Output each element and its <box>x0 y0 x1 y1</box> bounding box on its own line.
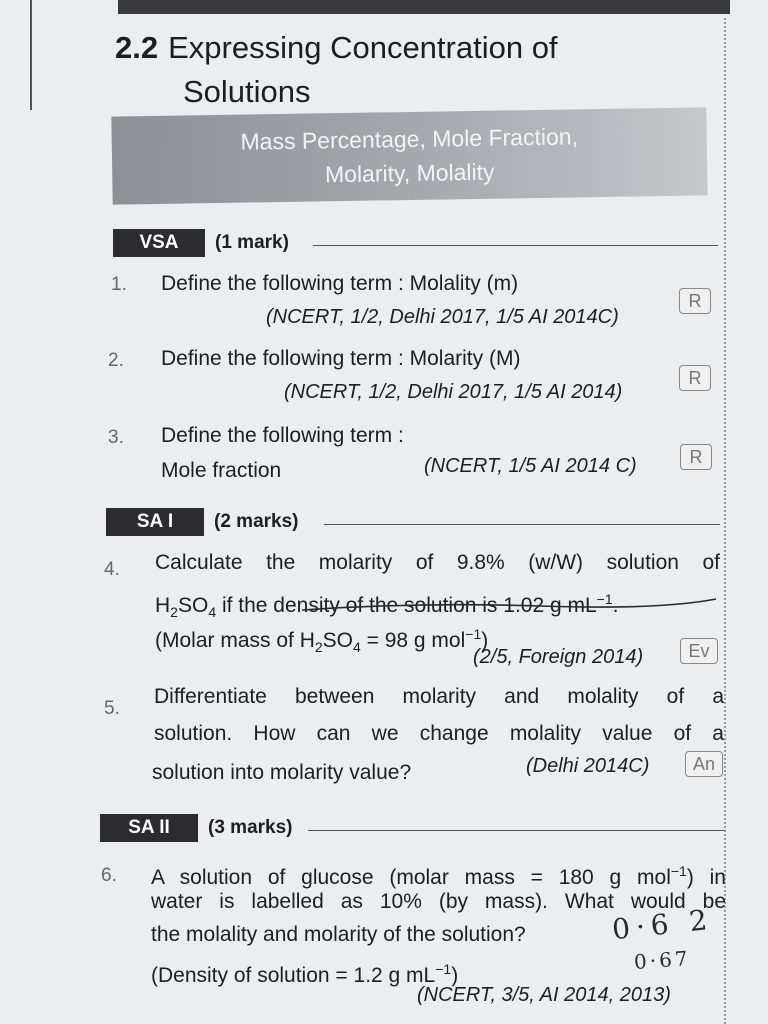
banner-line1: Mass Percentage, Mole Fraction, <box>240 123 579 155</box>
q5-line2: solution. How can we change molality value of a <box>154 722 724 745</box>
sa1-header <box>106 508 720 536</box>
q4-line1: Calculate the molarity of 9.8% (w/W) solution of <box>155 551 720 574</box>
q3-line1: Define the following term : <box>161 424 404 447</box>
page-edge-rule <box>30 0 32 110</box>
section-title-line1: Expressing Concentration of <box>168 30 558 65</box>
q6-line4: (Density of solution = 1.2 g $mL^{-1}$) <box>151 961 459 987</box>
q3-badge: R <box>680 444 712 470</box>
q5-line1: Differentiate between molarity and molality of a <box>154 685 724 708</box>
sa2-marks: (3 marks) <box>208 817 293 838</box>
vsa-rule <box>313 245 718 246</box>
q5-source: (Delhi 2014C) <box>526 755 650 777</box>
q1-badge: R <box>679 288 711 314</box>
handwritten-note-2: 0·67 <box>633 946 692 974</box>
banner-line2: Molarity, Molality <box>324 158 495 188</box>
q3-source: (NCERT, 1/5 AI 2014 C) <box>424 455 637 477</box>
sa2-header <box>100 814 725 842</box>
sa1-tag: SA I <box>106 508 204 536</box>
q5-line3: solution into molarity value? <box>152 761 412 784</box>
q4-line3: (Molar mass of $H_2SO_4 = 98$ g mol$^{-1}$) <box>155 626 489 656</box>
q3-number: 3. <box>108 427 124 448</box>
q2-number: 2. <box>108 350 124 371</box>
section-title-line2: Solutions <box>183 74 311 109</box>
section-heading <box>115 26 715 114</box>
q2-text: Define the following term : Molarity (M) <box>161 347 521 370</box>
q6-line3: the molality and molarity of the solution? <box>151 923 526 946</box>
q1-number: 1. <box>111 274 127 295</box>
q4-line2: $H_2SO_4$ if the density of the solution is 1.02 g $mL^{-1}$. <box>155 591 619 621</box>
vsa-tag: VSA <box>113 229 205 257</box>
handwritten-note-1: 0·6 2 <box>610 902 715 947</box>
q6-line1: A solution of glucose (molar mass = 180 g mol$^{-1}$) in <box>151 863 726 889</box>
q1-text: Define the following term : Molality (m) <box>161 272 519 295</box>
vsa-header <box>113 229 718 257</box>
q3-line2: Mole fraction <box>161 459 282 482</box>
q4-badge: Ev <box>680 638 718 664</box>
q6-number: 6. <box>101 865 117 886</box>
sa2-rule <box>308 830 725 831</box>
q1-source: (NCERT, 1/2, Delhi 2017, 1/5 AI 2014C) <box>266 306 619 328</box>
q4-number: 4. <box>104 559 120 580</box>
q2-badge: R <box>679 365 711 391</box>
q2-source: (NCERT, 1/2, Delhi 2017, 1/5 AI 2014) <box>284 381 623 403</box>
vsa-marks: (1 mark) <box>215 232 289 253</box>
sa1-rule <box>324 524 720 525</box>
topic-banner <box>111 107 707 204</box>
q6-source: (NCERT, 3/5, AI 2014, 2013) <box>417 984 671 1006</box>
q6-line2: water is labelled as 10% (by mass). What would be <box>151 890 726 913</box>
top-dark-bar <box>118 0 730 14</box>
pencil-underline <box>300 596 720 616</box>
q5-number: 5. <box>104 698 120 719</box>
sa1-marks: (2 marks) <box>214 511 299 532</box>
q4-source: (2/5, Foreign 2014) <box>473 646 644 668</box>
q5-badge: An <box>685 751 723 777</box>
section-number: 2.2 <box>115 30 159 65</box>
sa2-tag: SA II <box>100 814 198 842</box>
